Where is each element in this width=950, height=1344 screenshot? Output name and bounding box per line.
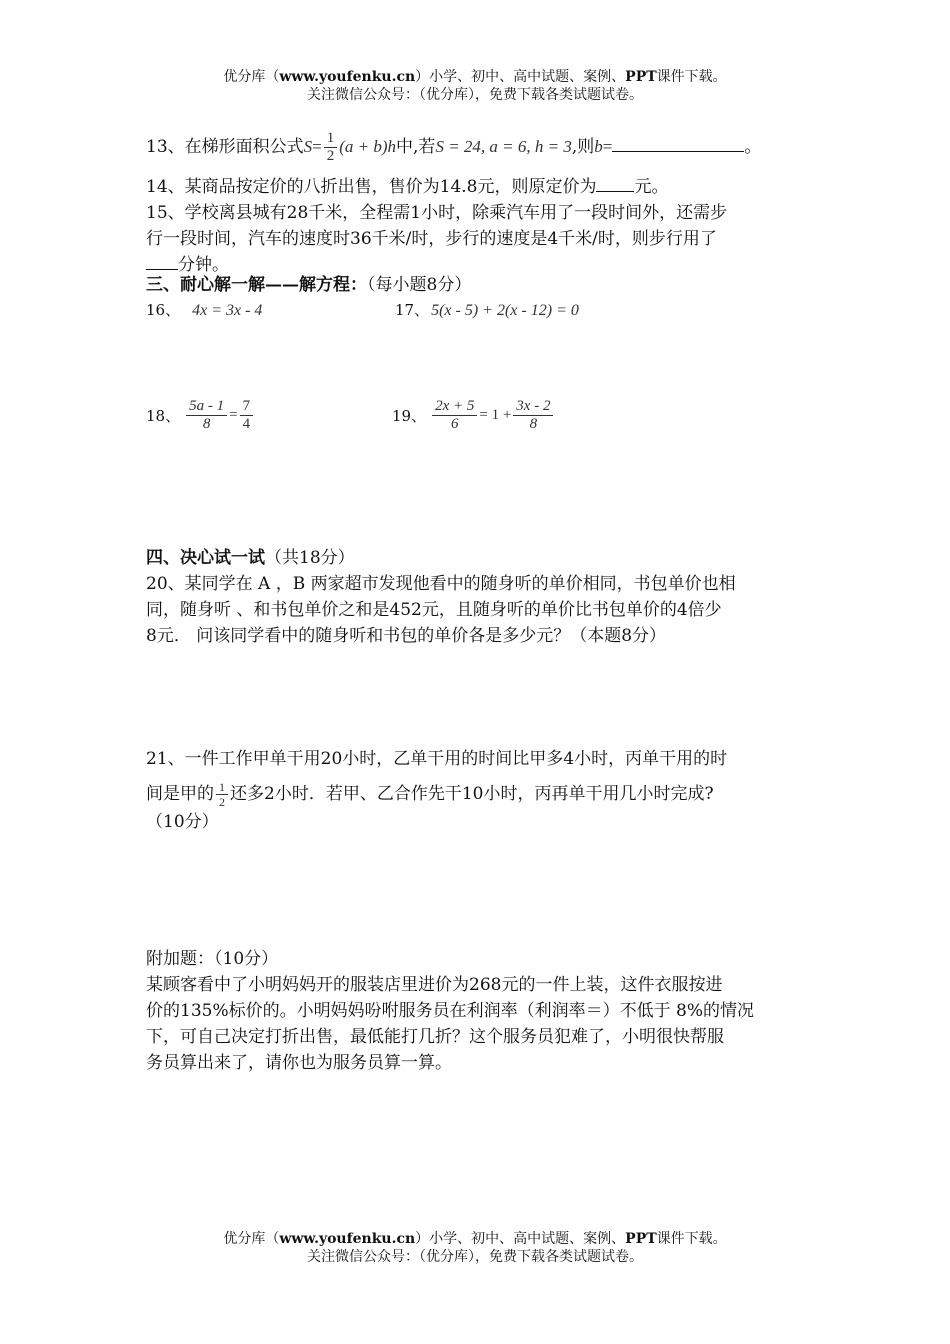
eq16-label: 16、 [146, 301, 181, 319]
section-4-note: （共18分） [265, 548, 355, 568]
eq16-expression: 4x = 3x - 4 [192, 302, 263, 319]
q21-line-1: 21、一件工作甲单干用20小时，乙单干用的时间比甲多4小时，丙单干用的时 [146, 749, 728, 769]
q13-end: 。 [744, 137, 762, 157]
q13-var-b: b [594, 137, 603, 156]
q13-equals: = [312, 137, 322, 156]
header-line-2: 关注微信公众号：（优分库），免费下载各类试题试卷。 [307, 87, 643, 103]
q13-frac-num: 1 [326, 130, 335, 146]
question-20 [146, 571, 806, 649]
section-4-heading [146, 545, 806, 571]
q21-line-2-start: 间是甲的 [146, 784, 214, 804]
eq17-expression: 5(x - 5) + 2(x - 12) = 0 [431, 302, 579, 319]
eq18-label: 18、 [146, 407, 181, 425]
eq18-fraction-right [240, 398, 254, 433]
equation-16 [146, 298, 262, 323]
q13-conditions: S = 24, a = 6, h = 3 [435, 137, 572, 156]
eq18-den-right: 4 [240, 415, 254, 433]
section-4-title: 四、决心试一试 [146, 548, 265, 568]
eq17-label: 17、 [395, 301, 430, 319]
section-3-title: 三、耐心解一解——解方程： [146, 275, 367, 295]
footer-line-1 [0, 1230, 950, 1248]
equation-18 [146, 398, 255, 433]
q15-line-2: 行一段时间，汽车的速度时36千米/时，步行的速度是4千米/时，则步行用了 [146, 229, 717, 249]
footer-text: 优分库（ [223, 1231, 280, 1247]
page-header [0, 68, 950, 104]
q13-prefix: 13、在梯形面积公式 [146, 137, 304, 157]
question-14 [146, 174, 806, 200]
eq19-fraction-left [432, 398, 477, 433]
section-3-note: （每小题8分） [367, 275, 472, 295]
question-21 [146, 746, 806, 835]
eq19-num-right: 3x - 2 [516, 398, 551, 414]
footer-text: 课件下载。 [656, 1231, 727, 1247]
section-3-heading [146, 272, 806, 298]
header-text: 课件下载。 [656, 69, 727, 85]
q21-line-3: （10分） [146, 812, 219, 832]
q21-frac-den: 2 [216, 794, 228, 809]
eq18-fraction-left [186, 398, 227, 433]
footer-line-2: 关注微信公众号：（优分库），免费下载各类试题试卷。 [307, 1249, 643, 1265]
bonus-question [146, 946, 806, 1076]
q13-fraction [324, 130, 338, 165]
eq19-label: 19、 [392, 407, 427, 425]
bonus-title: 附加题：（10分） [146, 949, 279, 969]
q13-equals-2: = [602, 137, 613, 156]
eq18-den-left: 8 [186, 415, 227, 433]
equation-19 [392, 398, 555, 433]
footer-ppt: PPT [625, 1231, 657, 1247]
q13-then: ,则 [571, 137, 595, 157]
header-text: 优分库（ [223, 69, 280, 85]
q20-line-3: 8元． 问该同学看中的随身听和书包的单价各是多少元？（本题8分） [146, 626, 667, 646]
page-footer [0, 1230, 950, 1266]
eq19-num-left: 2x + 5 [435, 398, 475, 414]
q15-answer-blank[interactable] [146, 253, 178, 270]
header-ppt: PPT [625, 69, 657, 85]
eq19-fraction-right [513, 398, 553, 433]
question-13 [146, 130, 806, 165]
eq18-equals: = [229, 407, 238, 423]
header-line-1 [0, 68, 950, 86]
q20-line-1: 20、某同学在 A ，B 两家超市发现他看中的随身听的单价相同，书包单价也相 [146, 574, 736, 594]
q13-var-s: S [303, 137, 313, 156]
q13-paren-expr: (a + b)h [339, 137, 397, 156]
header-text: ）小学、初中、高中试题、案例、 [415, 69, 626, 85]
q14-end: 元。 [634, 177, 669, 197]
eq18-num-right: 7 [242, 398, 251, 414]
eq18-num-left: 5a - 1 [189, 398, 225, 414]
bonus-line-1: 某顾客看中了小明妈妈开的服装店里进价为268元的一件上装，这件衣服按进 [146, 975, 723, 995]
question-15 [146, 200, 806, 278]
q20-line-2: 同，随身听 、和书包单价之和是452元，且随身听的单价比书包单价的4倍少 [146, 600, 722, 620]
header-site-link[interactable]: www.youfenku.cn [279, 69, 416, 85]
bonus-line-3: 下，可自己决定打折出售，最低能打几折？这个服务员犯难了，小明很快帮服 [146, 1027, 724, 1047]
q15-end: 分钟。 [178, 255, 229, 275]
footer-text: ）小学、初中、高中试题、案例、 [415, 1231, 626, 1247]
eq19-den-right: 8 [513, 415, 553, 433]
q13-answer-blank[interactable] [612, 135, 744, 152]
q15-line-1: 15、学校离县城有28千米，全程需1小时，除乘汽车用了一段时间外，还需步 [146, 203, 728, 223]
bonus-line-2: 价的135%标价的。小明妈妈吩咐服务员在利润率（利润率＝）不低于 8%的情况 [146, 1001, 754, 1021]
eq19-equals-one-plus: = 1 + [479, 407, 512, 423]
q14-answer-blank[interactable] [596, 175, 634, 192]
footer-site-link[interactable]: www.youfenku.cn [279, 1231, 416, 1247]
q21-line-2 [146, 780, 806, 809]
q21-line-2-end: 还多2小时．若甲、乙合作先干10小时，丙再单干用几小时完成? [230, 784, 714, 804]
q21-frac-num: 1 [219, 780, 225, 794]
q13-mid: 中,若 [396, 137, 436, 157]
equation-17 [395, 298, 579, 323]
eq19-den-left: 6 [432, 415, 477, 433]
q21-fraction [216, 780, 228, 809]
bonus-line-4: 务员算出来了，请你也为服务员算一算。 [146, 1053, 452, 1073]
q14-text: 14、某商品按定价的八折出售，售价为14.8元，则原定价为 [146, 177, 597, 197]
q13-frac-den: 2 [324, 147, 338, 165]
